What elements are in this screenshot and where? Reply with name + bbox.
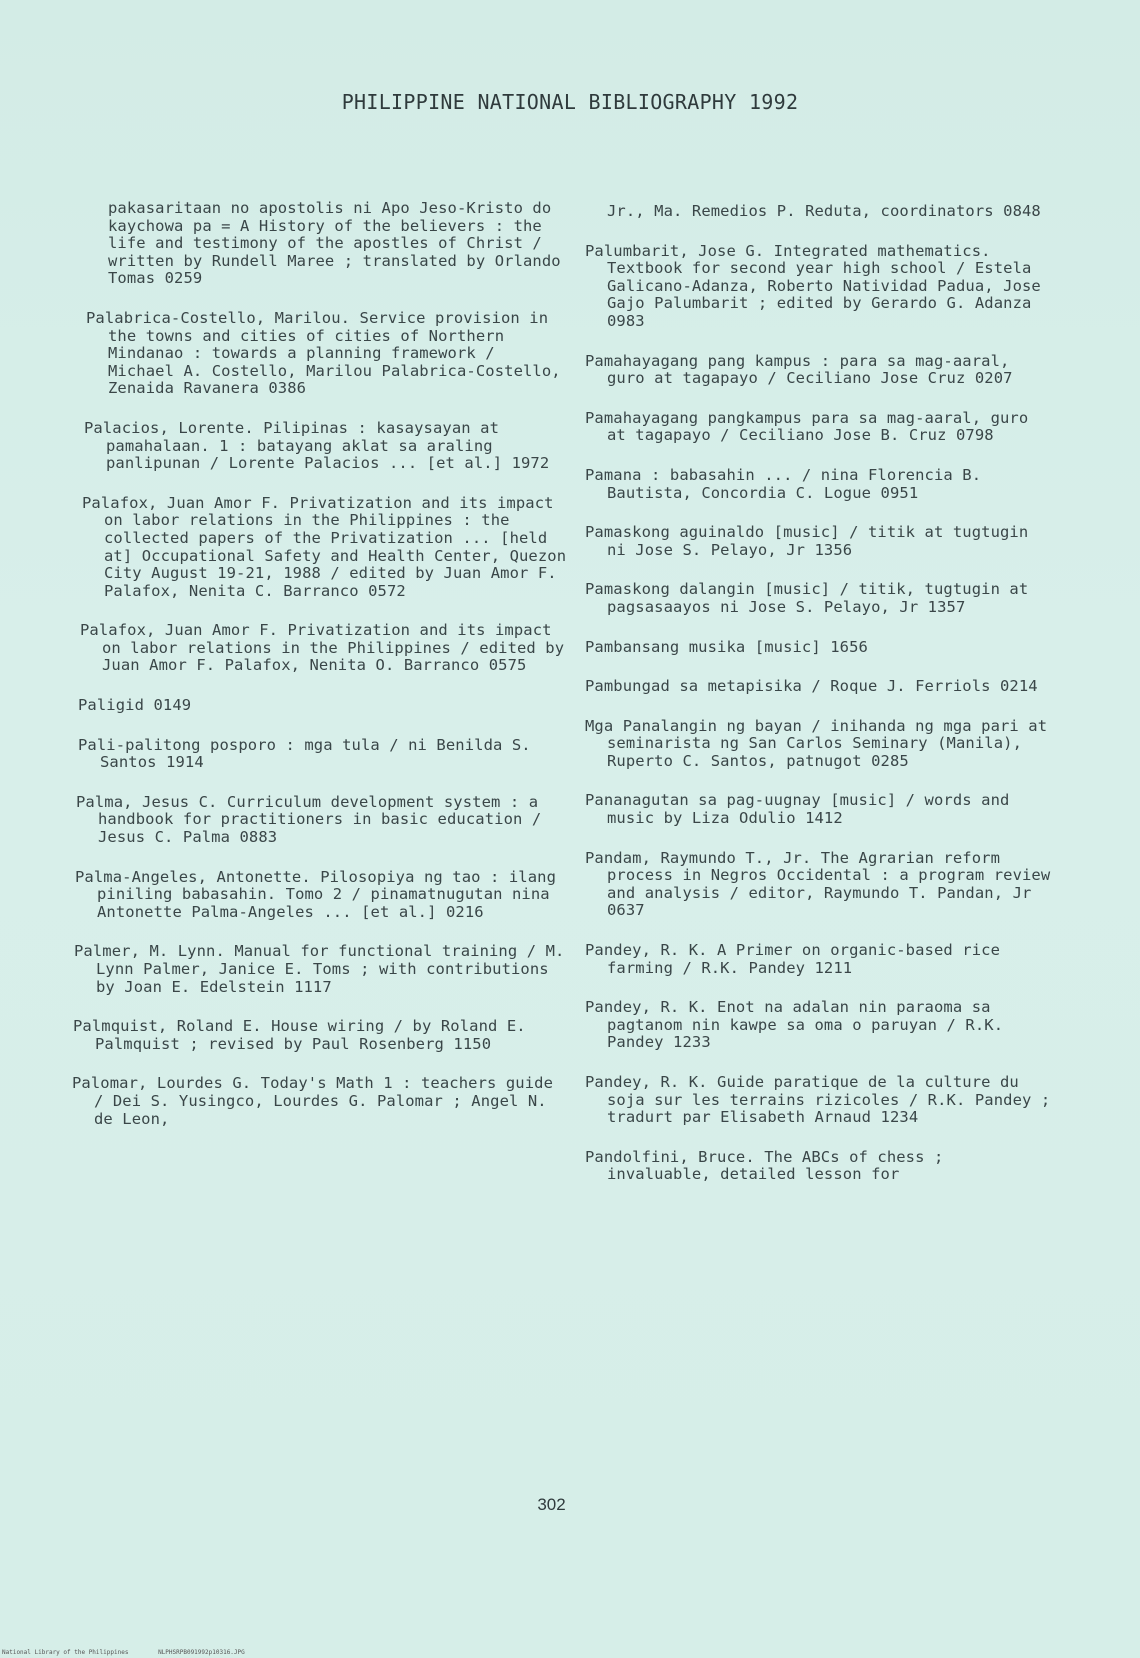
bib-entry: Pandam, Raymundo T., Jr. The Agrarian reform process in Negros Occidental : a program review and analysis / editor, Raymundo T. Pandan, Jr 0637 <box>585 848 1051 920</box>
bib-entry: Palma, Jesus C. Curriculum development system : a handbook for practitioners in basic education / Jesus C. Palma 0883 <box>76 792 542 847</box>
footer-file: NLPHSRPB091992p10316.JPG <box>158 1649 245 1656</box>
bib-entry: Palafox, Juan Amor F. Privatization and its impact on labor relations in the Philippines : the collected papers of the Privatization ... [held at] Occupational Safety and Health Center, Quezon City August 19-21, 1988 / edited by Juan Amor F. Palafox, Nenita C. Barranco 0572 <box>82 493 567 600</box>
bib-entry: Palumbarit, Jose G. Integrated mathematics. Textbook for second year high school / Estela Galicano-Adanza, Roberto Natividad Padua, Jose Gajo Palumbarit ; edited by Gerardo G. Adanza 0983 <box>585 241 1041 330</box>
bib-entry: Palafox, Juan Amor F. Privatization and its impact on labor relations in the Philippines / edited by Juan Amor F. Palafox, Nenita O. Barranco 0575 <box>80 621 565 675</box>
right-column <box>585 203 1055 1206</box>
bib-entry: Pali-palitong posporo : mga tula / ni Benilda S. Santos 1914 <box>78 735 531 772</box>
bib-entry: Pandey, R. K. A Primer on organic-based rice farming / R.K. Pandey 1211 <box>585 941 1000 977</box>
bib-entry: Pamaskong aguinaldo [music] / titik at tugtugin ni Jose S. Pelayo, Jr 1356 <box>585 523 1029 559</box>
bib-entry: Pamana : babasahin ... / nina Florencia B. Bautista, Concordia C. Logue 0951 <box>585 465 982 502</box>
page-number: 302 <box>537 1495 566 1514</box>
bib-entry: Mga Panalangin ng bayan / inihanda ng mga pari at seminarista ng San Carlos Seminary (Manila), Ruperto C. Santos, patnugot 0285 <box>585 716 1048 770</box>
bib-entry: Palma-Angeles, Antonette. Pilosopiya ng tao : ilang piniling babasahin. Tomo 2 / pinamatnugutan nina Antonette Palma-Angeles ... [et al.] 0216 <box>75 867 557 921</box>
bib-entry: Paligid 0149 <box>78 696 192 715</box>
bib-entry: Pandey, R. K. Enot na adalan nin paraoma sa pagtanom nin kawpe sa oma o paruyan / R.K. Pandey 1233 <box>585 998 1004 1052</box>
bib-entry: Pananagutan sa pag-uugnay [music] / words and music by Liza Odulio 1412 <box>585 791 1010 828</box>
bib-entry: Pamaskong dalangin [music] / titik, tugtugin at pagsasaayos ni Jose S. Pelayo, Jr 1357 <box>585 580 1029 616</box>
bib-entry: Palmer, M. Lynn. Manual for functional training / M. Lynn Palmer, Janice E. Toms ; with contributions by Joan E. Edelstein 1117 <box>74 942 565 996</box>
bib-entry: Pamahayagang pang kampus : para sa mag-aaral, guro at tagapayo / Ceciliano Jose Cruz 0207 <box>585 351 1013 388</box>
bib-entry: Jr., Ma. Remedios P. Reduta, coordinators 0848 <box>607 202 1041 220</box>
bib-entry: Pambungad sa metapisika / Roque J. Ferriols 0214 <box>585 677 1038 696</box>
bib-entry: Palacios, Lorente. Pilipinas : kasaysayan at pamahalaan. 1 : batayang aklat sa araling panlipunan / Lorente Palacios ... [et al.] 1972 <box>84 418 550 473</box>
bib-entry: Palmquist, Roland E. House wiring / by Roland E. Palmquist ; revised by Paul Rosenberg 1150 <box>73 1017 526 1053</box>
footer-library: National Library of the Philippines <box>2 1649 129 1656</box>
bib-entry: pakasaritaan no apostolis ni Apo Jeso-Kristo do kaychowa pa = A History of the believers : the life and testimony of the apostles of Christ / written by Rundell Maree ; translated by Orlando Tomas 0259 <box>108 199 561 288</box>
page-title: PHILIPPINE NATIONAL BIBLIOGRAPHY 1992 <box>341 90 799 114</box>
bib-entry: Palomar, Lourdes G. Today's Math 1 : teachers guide / Dei S. Yusingco, Lourdes G. Palomar ; Angel N. de Leon, <box>72 1074 554 1128</box>
left-column <box>72 199 568 1150</box>
bib-entry: Pambansang musika [music] 1656 <box>585 637 868 656</box>
bib-entry: Pandey, R. K. Guide paratique de la culture du soja sur les terrains rizicoles / R.K. Pandey ; tradurt par Elisabeth Arnaud 1234 <box>585 1073 1051 1127</box>
bib-entry: Palabrica-Costello, Marilou. Service provision in the towns and cities of cities of Northern Mindanao : towards a planning framework / Michael A. Costello, Marilou Palabrica-Costello, Zenaida Ravanera 0386 <box>86 308 561 398</box>
bib-entry: Pandolfini, Bruce. The ABCs of chess ; invaluable, detailed lesson for <box>585 1147 944 1184</box>
bib-entry: Pamahayagang pangkampus para sa mag-aaral, guro at tagapayo / Ceciliano Jose B. Cruz 0798 <box>585 408 1029 445</box>
scan-footer <box>2 1649 271 1656</box>
